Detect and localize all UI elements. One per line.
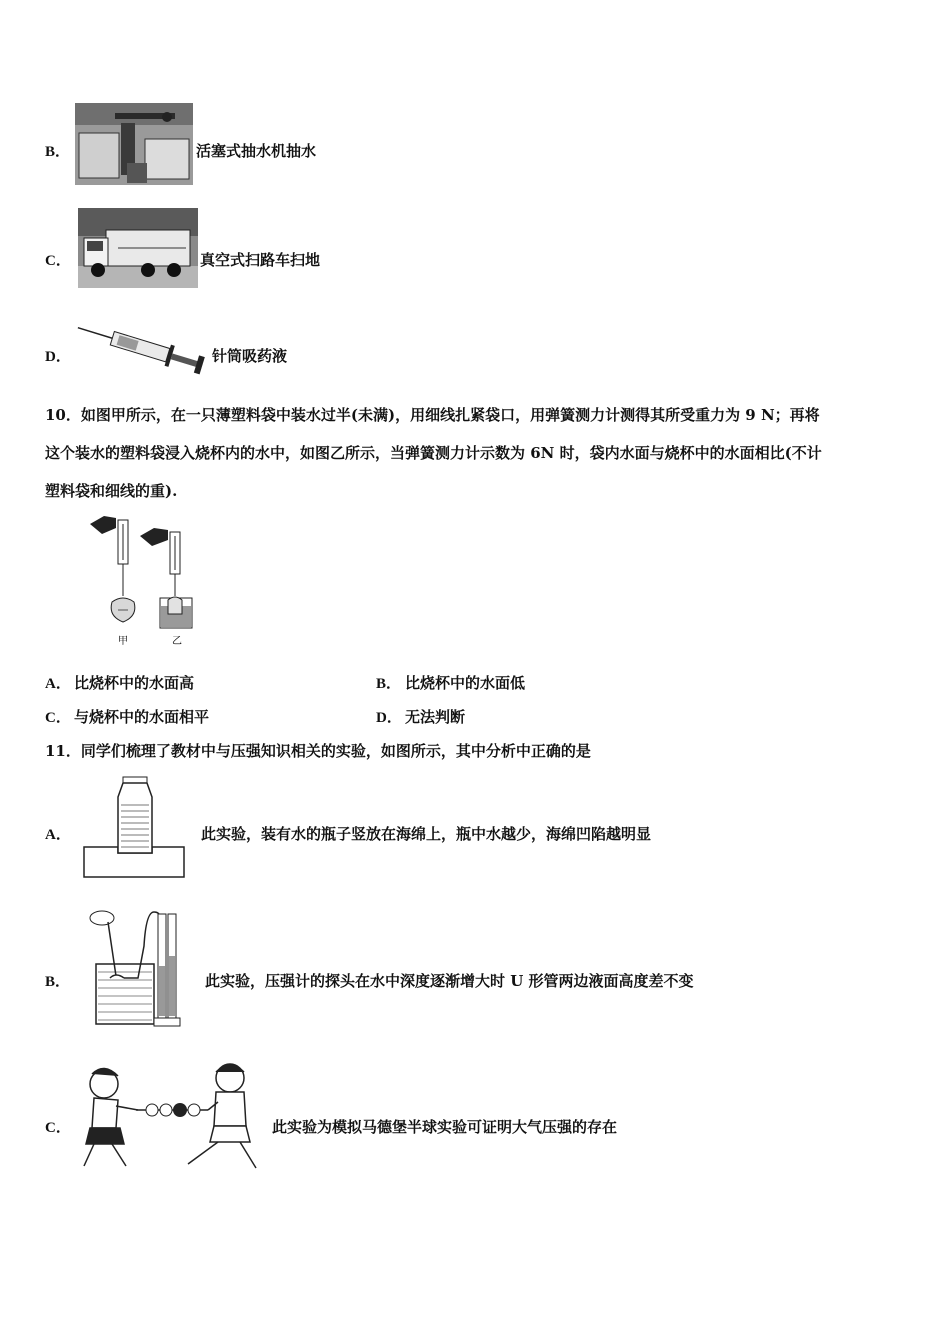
spring-scale-figure: [82, 510, 206, 648]
option-letter: A．: [45, 676, 71, 692]
syringe-photo: [73, 318, 209, 376]
piston-pump-photo: [75, 103, 193, 185]
option-letter: B．: [376, 676, 402, 692]
option-text: 此实验，装有水的瓶子竖放在海绵上，瓶中水越少，海绵凹陷越明显: [201, 825, 652, 843]
option-letter: C．: [45, 1120, 71, 1136]
label-yi: 乙: [172, 636, 182, 647]
option-text: 真空式扫路车扫地: [200, 251, 321, 269]
option-text: 针筒吸药液: [212, 347, 288, 365]
option-text: 无法判断: [405, 708, 466, 726]
option-text: 此实验，压强计的探头在水中深度逐渐增大时 U 形管两边液面高度差不变: [205, 972, 694, 990]
spring-scale-jia: [90, 516, 135, 622]
option-text: 此实验为模拟马德堡半球实验可证明大气压强的存在: [272, 1118, 618, 1136]
option-text: 活塞式抽水机抽水: [196, 142, 317, 160]
option-letter: C．: [45, 253, 71, 269]
option-letter: D．: [45, 349, 71, 365]
spring-scale-yi: [140, 528, 192, 628]
option-text: 比烧杯中的水面低: [405, 674, 526, 692]
vacuum-street-sweeper-photo: [78, 208, 198, 288]
q11-stem: 11．同学们梳理了教材中与压强知识相关的实验，如图所示，其中分析中正确的是: [45, 742, 591, 760]
option-letter: C．: [45, 710, 71, 726]
q10-stem-line-2: 这个装水的塑料袋浸入烧杯内的水中，如图乙所示，当弹簧测力计示数为 6N 时，袋内水面与烧杯中的水面相比(不计: [45, 444, 822, 462]
label-jia: 甲: [118, 636, 128, 647]
magdeburg-hemispheres-figure: [80, 1062, 264, 1176]
q10-stem-line-3: 塑料袋和细线的重).: [45, 482, 178, 500]
option-letter: D．: [376, 710, 402, 726]
option-text: 与烧杯中的水面相平: [74, 708, 210, 726]
option-text: 比烧杯中的水面高: [74, 674, 195, 692]
pressure-gauge-figure: [80, 906, 184, 1030]
bottle-on-sponge-figure: [82, 775, 186, 879]
q10-stem-line-1: 10．如图甲所示，在一只薄塑料袋中装水过半(未满)，用细线扎紧袋口，用弹簧测力计测得其所受重力为 9 N；再将: [45, 406, 820, 424]
option-letter: B．: [45, 144, 71, 160]
q10-figure: [82, 510, 206, 648]
option-letter: B．: [45, 974, 71, 990]
option-letter: A．: [45, 827, 71, 843]
